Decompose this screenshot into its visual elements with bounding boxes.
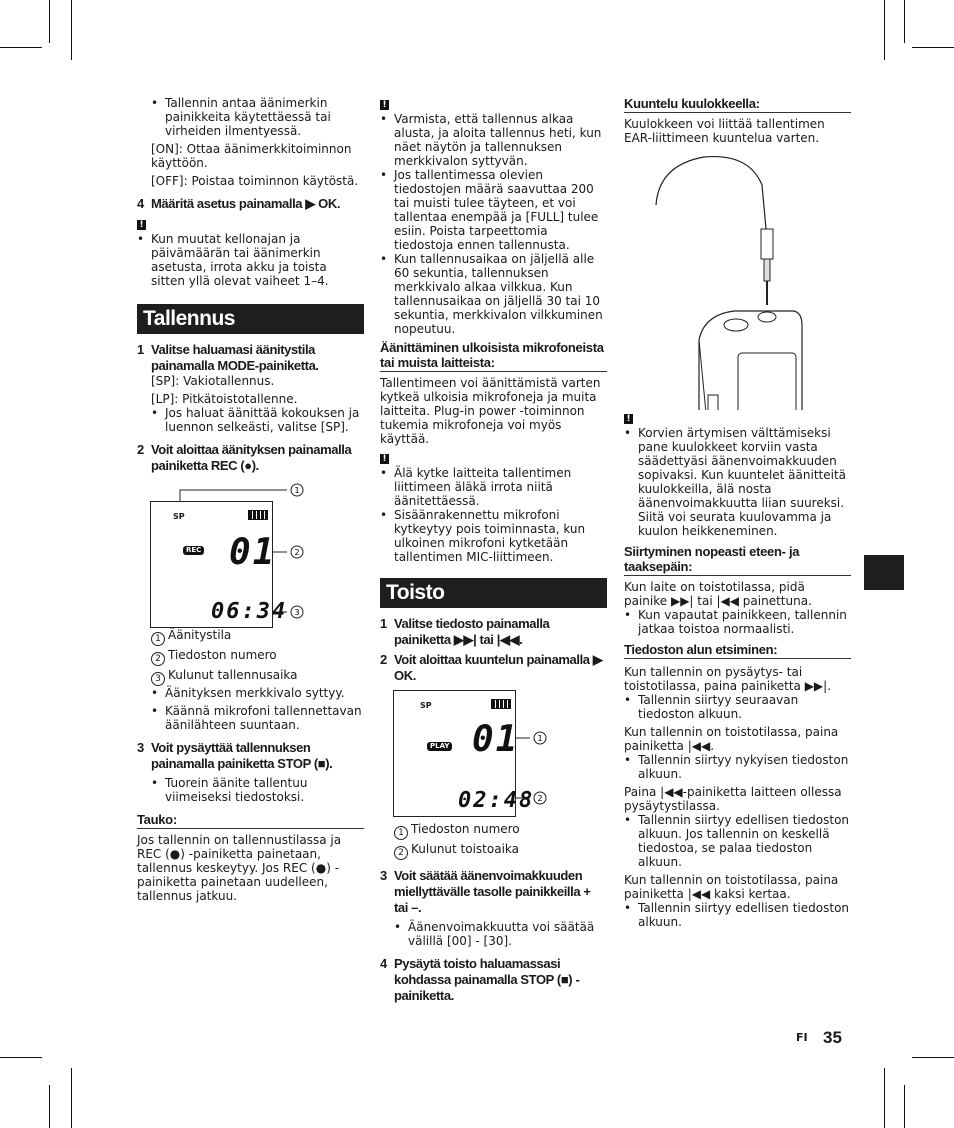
legend-1: 1 Äänitystila [137, 628, 364, 646]
lcd-display [393, 690, 535, 817]
ff-rew-text: Kun laite on toistotilassa, pidä painike ▶▶| tai |◀◀ painettuna. [624, 580, 812, 608]
legend-1: 1 Tiedoston numero [380, 822, 607, 840]
recorder-earphone-icon [624, 145, 851, 410]
earphone-illustration [624, 145, 851, 410]
warning-icon: ! [380, 100, 389, 110]
crop-mark [912, 47, 954, 48]
crop-mark [904, 0, 905, 43]
svg-text:1: 1 [537, 734, 543, 743]
find-bullet-2: • Tallennin siirtyy nykyisen tiedoston alkuun. [624, 753, 851, 781]
crop-mark [71, 1068, 72, 1128]
page-number: 35 [823, 1028, 842, 1047]
find-para-3: Paina |◀◀-painiketta laitteen ollessa pysäytystilassa. [624, 785, 842, 813]
note-1: • Varmista, että tallennus alkaa alusta, ja aloita tallennus heti, kun näet näytön ja tallennuksen merkkivalon syttyvän. [380, 112, 607, 168]
play-step-1: 1 Valitse tiedosto painamalla painiketta ▶▶| tai |◀◀. [380, 616, 550, 647]
light-bullet: • Äänityksen merkkivalo syttyy. [151, 686, 364, 700]
find-para-1: Kun tallennin on pysäytys- tai toistotilassa, paina painiketta ▶▶|. [624, 665, 832, 693]
file-number: 01 [472, 719, 520, 760]
mic-bullet: • Käännä mikrofoni tallennettavan äänilähteen suuntaan. [151, 704, 364, 732]
crop-mark [71, 0, 72, 60]
warning-icon: ! [137, 220, 146, 230]
find-bullet-4: • Tallennin siirtyy edellisen tiedoston alkuun. [624, 901, 851, 929]
battery-icon [248, 510, 268, 520]
external-mic-text: Tallentimeen voi äänittämistä varten kytkeä ulkoisia mikrofoneja ja muita laitteita. Plug-in power -toiminnon tukemia mikrofoneja voi myös käyttää. [380, 376, 601, 446]
on-option: [ON]: Ottaa äänimerkkitoiminnon käyttöön. [151, 142, 352, 170]
column-1 [137, 96, 364, 903]
column-3 [624, 96, 851, 929]
elapsed-time: 06:34 [211, 599, 288, 624]
crop-mark [49, 0, 50, 43]
elapsed-time: 02:48 [458, 788, 535, 813]
column-2 [380, 96, 607, 1004]
lp-mode: [LP]: Pitkätoistotallenne. [151, 392, 298, 406]
earphone-text: Kuulokkeen voi liittää tallentimen EAR-liittimeen kuuntelua varten. [624, 117, 825, 145]
note-3: • Kun tallennusaikaa on jäljellä alle 60 sekuntia, tallennuksen merkkivalo alkaa vilkkua. Kun tallennusaikaa on jäljellä 30 tai 10 sekuntia, merkkivalon vilkkuminen nopeutuu. [380, 252, 607, 336]
svg-text:1: 1 [294, 486, 300, 495]
svg-text:2: 2 [294, 548, 300, 557]
rec-step-2: 2 Voit aloittaa äänityksen painamalla painiketta REC (●). [137, 442, 352, 473]
ff-rew-title: Siirtyminen nopeasti eteen- ja taaksepäin: [624, 544, 851, 576]
rec-step-1: 1 Valitse haluamasi äänitystila painamalla MODE-painiketta. [137, 342, 319, 373]
play-step-2: 2 Voit aloittaa kuuntelun painamalla ▶ OK. [380, 652, 603, 683]
play-step-3: 3 Voit säätää äänenvoimakkuuden miellyttävälle tasolle painikkeilla + tai –. [380, 868, 591, 915]
mode-indicator: SP [173, 512, 185, 521]
crop-mark [49, 1085, 50, 1128]
battery-icon [491, 699, 511, 709]
play-lcd-figure [380, 690, 607, 818]
pause-title: Tauko: [137, 812, 364, 829]
rec-step-3: 3 Voit pysäyttää tallennuksen painamalla painiketta STOP (■). [137, 740, 333, 771]
ext-note-1: • Älä kytke laitteita tallentimen liittimeen äläkä irrota niitä äänitettäessä. [380, 466, 607, 508]
note-bullet: • Kun muutat kellonajan ja päivämäärän tai äänimerkin asetusta, irrota akku ja toista sitten yllä olevat vaiheet 1–4. [137, 232, 364, 288]
crop-mark [884, 0, 885, 60]
crop-mark [904, 1085, 905, 1128]
find-para-4: Kun tallennin on toistotilassa, paina painiketta |◀◀ kaksi kertaa. [624, 873, 839, 901]
off-option: [OFF]: Poistaa toiminnon käytöstä. [151, 174, 359, 188]
language-code: FI [796, 1031, 808, 1044]
play-indicator: PLAY [427, 742, 452, 751]
play-step-4: 4 Pysäytä toisto haluamassasi kohdassa painamalla STOP (■) -painiketta. [380, 956, 580, 1003]
sp-mode: [SP]: Vakiotallennus. [151, 374, 275, 388]
step-4: 4 Määritä asetus painamalla ▶ OK. [137, 196, 341, 211]
file-number: 01 [229, 532, 277, 573]
legend-3: 3 Kulunut tallennusaika [137, 668, 364, 686]
section-title-recording: Tallennus [137, 304, 364, 334]
step3-bullet: • Äänenvoimakkuutta voi säätää välillä [00] - [30]. [394, 920, 607, 948]
pause-text: Jos tallennin on tallennustilassa ja REC (●) -painiketta painetaan, tallennus keskeytyy. Jos REC (●) -painiketta painetaan uudelleen, tallennus jatkuu. [137, 833, 342, 903]
crop-mark [0, 1057, 42, 1058]
warning-icon: ! [624, 414, 633, 424]
svg-text:2: 2 [537, 794, 543, 803]
find-bullet-3: • Tallennin siirtyy edellisen tiedoston alkuun. Jos tallennin on keskellä tiedostoa, se palaa tiedoston alkuun. [624, 813, 851, 869]
find-bullet-1: • Tallennin siirtyy seuraavan tiedoston alkuun. [624, 693, 851, 721]
warning-icon: ! [380, 454, 389, 464]
ff-rew-bullet: • Kun vapautat painikkeen, tallennin jatkaa toistoa normaalisti. [624, 608, 851, 636]
step3-bullet: • Tuorein äänite tallentuu viimeiseksi tiedostoksi. [151, 776, 364, 804]
legend-2: 2 Tiedoston numero [137, 648, 364, 666]
ext-note-2: • Sisäänrakennettu mikrofoni kytkeytyy pois toiminnasta, kun ulkoinen mikrofoni kytketään tallentimen MIC-liittimeen. [380, 508, 607, 564]
find-para-2: Kun tallennin on toistotilassa, paina painiketta |◀◀. [624, 725, 839, 753]
note-2: • Jos tallentimessa olevien tiedostojen määrä saavuttaa 200 tai muisti tulee täyteen, et voi tallentaa enempää ja [FULL] tulee esiin. Poista tarpeettomia tiedostoja ennen tallennusta. [380, 168, 607, 252]
crop-mark [0, 47, 42, 48]
legend-2: 2 Kulunut toistoaika [380, 842, 607, 860]
crop-mark [912, 1057, 954, 1058]
thumb-tab [864, 555, 904, 590]
mode-indicator: SP [420, 701, 432, 710]
file-start-title: Tiedoston alun etsiminen: [624, 642, 851, 659]
rec-lcd-figure [137, 474, 364, 624]
beep-bullet: • Tallennin antaa äänimerkin painikkeita käytettäessä tai virheiden ilmentyessä. [151, 96, 364, 138]
step1-bullet: • Jos haluat äänittää kokouksen ja luennon selkeästi, valitse [SP]. [151, 406, 364, 434]
lcd-display [150, 501, 288, 628]
svg-text:3: 3 [294, 608, 300, 617]
earphone-title: Kuuntelu kuulokkeella: [624, 96, 851, 113]
section-title-playback: Toisto [380, 578, 607, 608]
rec-indicator: REC [183, 546, 204, 555]
external-mic-title: Äänittäminen ulkoisista mikrofoneista tai muista laitteista: [380, 340, 607, 372]
crop-mark [884, 1068, 885, 1128]
earphone-note: • Korvien ärtymisen välttämiseksi pane kuulokkeet korviin vasta säädettyäsi äänenvoimakkuuden sopivaksi. Kun kuuntelet äänitteitä kuulokkeilla, älä nosta äänenvoimakkuutta liian suureksi. Siitä voi seurata kuulovamma ja kuulon heikkeneminen. [624, 426, 851, 538]
